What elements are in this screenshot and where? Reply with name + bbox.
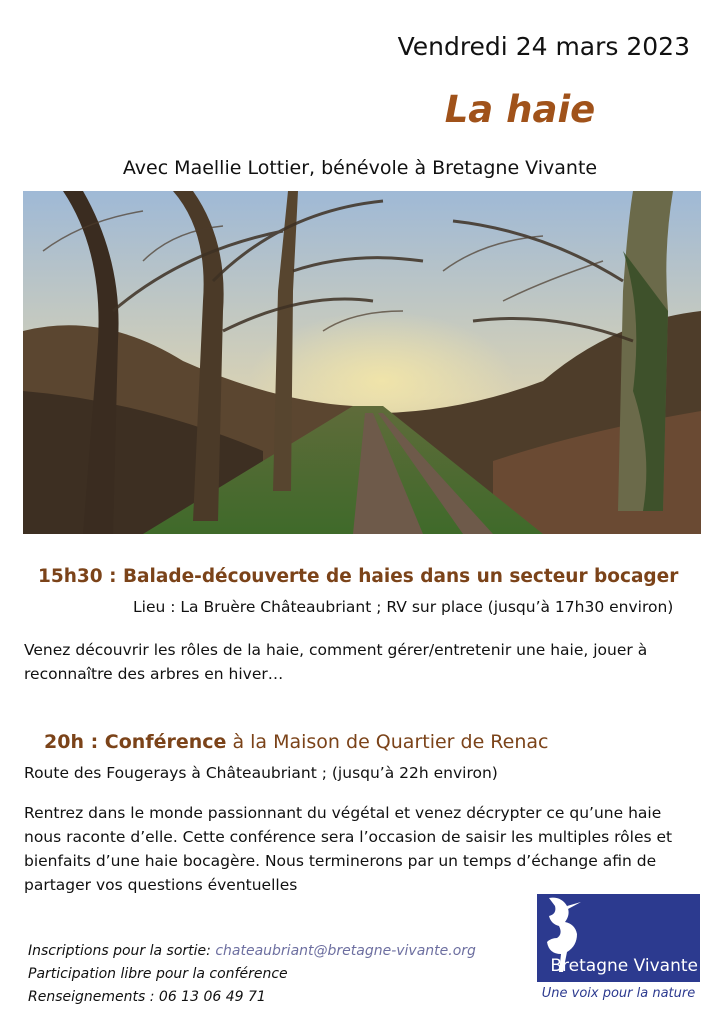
speaker-subtitle: Avec Maellie Lottier, bénévole à Bretagne Vivante	[122, 157, 598, 179]
inscriptions-line	[28, 940, 480, 986]
conference-time-label: 20h : Conférence	[44, 731, 227, 753]
conference-venue: à la Maison de Quartier de Renac	[226, 731, 549, 753]
event-date: Vendredi 24 mars 2023	[397, 32, 690, 61]
walk-location: Lieu : La Bruère Châteaubriant ; RV sur place (jusqu’à 17h30 environ)	[133, 598, 674, 616]
conference-section-title	[44, 731, 704, 753]
inscriptions-label: Inscriptions pour la sortie:	[28, 943, 211, 959]
walk-description: Venez découvrir les rôles de la haie, comment gérer/entretenir une haie, jouer à reconnaître des arbres en hiver…	[24, 641, 648, 683]
participation-note: Participation libre pour la conférence	[28, 966, 288, 982]
hedge-path-photo	[23, 191, 701, 534]
renseignements-line: Renseignements : 06 13 06 49 71	[28, 989, 266, 1005]
logo-name: Bretagne Vivante	[550, 956, 698, 976]
conference-description: Rentrez dans le monde passionnant du végétal et venez décrypter ce qu’une haie nous raconte d’elle. Cette conférence sera l’occasion de saisir les multiples rôles et bienfaits d’une haie bocagère. Nous terminerons par un temps d’échange afin de partager vos questions éventuelles	[24, 804, 673, 894]
contact-email-link[interactable]: chateaubriant@bretagne-vivante.org	[215, 943, 476, 959]
conference-location: Route des Fougerays à Châteaubriant ; (jusqu’à 22h environ)	[24, 764, 498, 782]
page-title: La haie	[444, 88, 596, 131]
footer-info	[28, 940, 480, 1009]
walk-section-title: 15h30 : Balade-découverte de haies dans un secteur bocager	[38, 566, 679, 587]
logo-tagline: Une voix pour la nature	[541, 986, 696, 1001]
